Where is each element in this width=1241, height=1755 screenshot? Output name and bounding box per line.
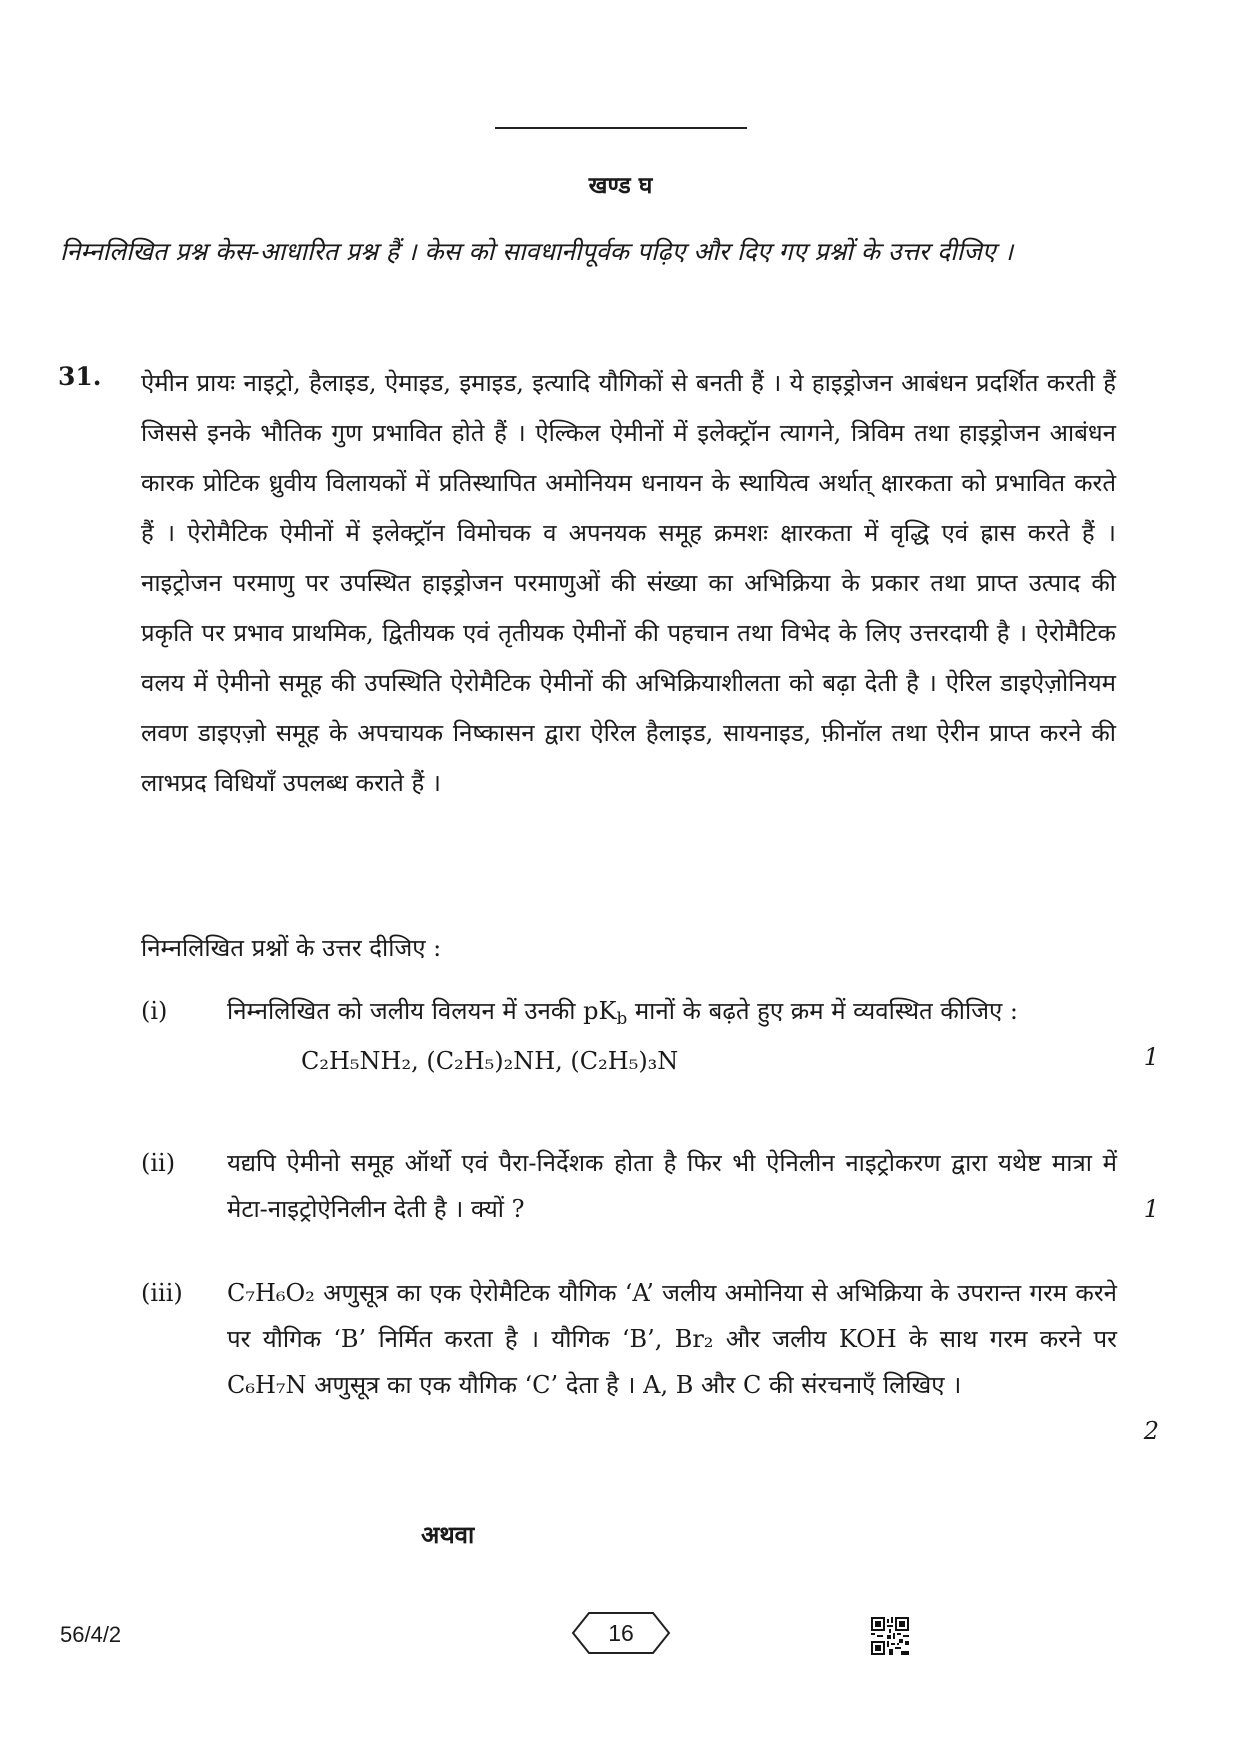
subscript-b: b — [616, 1008, 628, 1029]
compound-c-formula: C₆H₇N — [227, 1371, 307, 1399]
amine-formula-list: C₂H₅NH₂, (C₂H₅)₂NH, (C₂H₅)₃N — [301, 1047, 679, 1075]
compound-a-formula: C₇H₆O₂ — [227, 1279, 315, 1307]
page-number: 16 — [608, 1620, 634, 1646]
subpart-marks: 1 — [1143, 1043, 1159, 1071]
section-instructions: निम्नलिखित प्रश्न केस-आधारित प्रश्न हैं । केस को सावधानीपूर्वक पढ़िए और दिए गए प्रश्नों के उत्तर दीजिए । — [60, 237, 1014, 266]
subpart-marks: 2 — [1143, 1417, 1159, 1445]
subpart-text-3: अणुसूत्र का एक यौगिक ‘C’ देता है । A, B और C की संरचनाएँ लिखिए । — [306, 1371, 962, 1399]
question-number: 31. — [58, 362, 102, 391]
alternative-label: अथवा — [421, 1520, 475, 1549]
paper-code: 56/4/2 — [60, 1622, 122, 1647]
section-divider — [495, 127, 747, 129]
subpart-marks: 1 — [1143, 1195, 1159, 1223]
subpart-text-after: मानों के बढ़ते हुए क्रम में व्यवस्थित कीजिए : — [627, 997, 1019, 1025]
subpart-label: (ii) — [141, 1149, 176, 1177]
subpart-text-2: और जलीय KOH के साथ गरम करने पर — [713, 1325, 1117, 1353]
subpart-text — [227, 1270, 1117, 1408]
subpart-text-1: अणुसूत्र का एक ऐरोमैटिक यौगिक ‘A’ जलीय अमोनिया से अभिक्रिया के उपरान्त गरम करने पर यौगिक ‘B’ निर्मित करता है । यौगिक ‘B’, — [227, 1279, 1117, 1353]
case-passage: ऐमीन प्रायः नाइट्रो, हैलाइड, ऐमाइड, इमाइड, इत्यादि यौगिकों से बनती हैं । ये हाइड्रोजन आबंधन प्रदर्शित करती हैं जिससे इनके भौतिक गुण प्रभावित होते हैं । ऐल्किल ऐमीनों में इलेक्ट्रॉन त्यागने, त्रिविम तथा हाइड्रोजन आबंधन कारक प्रोटिक ध्रुवीय विलायकों में प्रतिस्थापित अमोनियम धनायन के स्थायित्व अर्थात् क्षारकता को प्रभावित करते हैं । ऐरोमैटिक ऐमीनों में इलेक्ट्रॉन विमोचक व अपनयक समूह क्रमशः क्षारकता में वृद्धि एवं ह्रास करते हैं । नाइट्रोजन परमाणु पर उपस्थित हाइड्रोजन परमाणुओं की संख्या का अभिक्रिया के प्रकार तथा प्राप्त उत्पाद की प्रकृति पर प्रभाव प्राथमिक, द्वितीयक एवं तृतीयक ऐमीनों की पहचान तथा विभेद के लिए उत्तरदायी है । ऐरोमैटिक वलय में ऐमीनो समूह की उपस्थिति ऐरोमैटिक ऐमीनों की अभिक्रियाशीलता को बढ़ा देती है । ऐरिल डाइऐज़ोनियम लवण डाइएज़ो समूह के अपचायक निष्कासन द्वारा ऐरिल हैलाइड, सायनाइड, फ़ीनॉल तथा ऐरीन प्राप्त करने की लाभप्रद विधियाँ उपलब्ध कराते हैं । — [141, 369, 1116, 797]
subpart-text — [227, 988, 1117, 1084]
question-prompt: निम्नलिखित प्रश्नों के उत्तर दीजिए : — [141, 934, 442, 962]
subpart-label: (i) — [141, 997, 168, 1025]
section-title: खण्ड घ — [588, 172, 653, 199]
bromine-formula: Br₂ — [674, 1325, 714, 1353]
subpart-text: यद्यपि ऐमीनो समूह ऑर्थो एवं पैरा-निर्देशक होता है फिर भी ऐनिलीन नाइट्रोकरण द्वारा यथेष्ट मात्रा में मेटा-नाइट्रोऐनिलीन देती है । क्यों ? — [227, 1149, 1117, 1223]
page-number-badge — [571, 1611, 671, 1655]
subpart-text-before: निम्नलिखित को जलीय विलयन में उनकी pK — [227, 997, 617, 1025]
qr-code-icon — [871, 1617, 909, 1655]
subpart-label: (iii) — [141, 1279, 183, 1307]
